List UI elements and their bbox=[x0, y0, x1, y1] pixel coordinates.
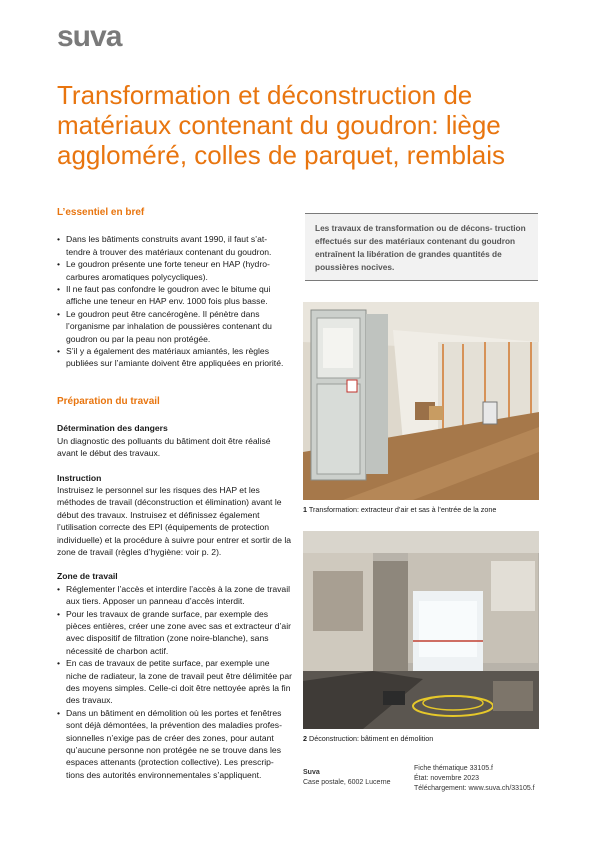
footer-address-block bbox=[303, 768, 391, 788]
caption-text: Transformation: extracteur d’air et sas à l’entrée de la zone bbox=[308, 505, 497, 514]
photo-transformation bbox=[303, 302, 539, 500]
preparation-heading: Préparation du travail bbox=[57, 395, 160, 407]
caption-text: Déconstruction: bâtiment en démolition bbox=[309, 734, 434, 743]
left-column bbox=[57, 207, 292, 781]
caption-2 bbox=[303, 734, 543, 743]
essentiel-list bbox=[57, 233, 292, 369]
caption-1 bbox=[303, 505, 543, 514]
list-item: • Pour les travaux de grande surface, par exemple des pièces entières, créer une zone avec sas et extracteur d’air avec dispositif de filtration (zone noire-blanche), sans nécessité de charbon actif. bbox=[57, 608, 292, 658]
footer-info-block bbox=[414, 764, 535, 794]
list-item: • Réglementer l’accès et interdire l’accès à la zone de travail aux tiers. Apposer un panneau d’accès interdit. bbox=[57, 583, 292, 608]
instruction-heading: Instruction bbox=[57, 472, 102, 483]
instruction-text: Instruisez le personnel sur les risques des HAP et les méthodes de travail (déconstruction et élimination) avant le début des travaux. Instruisez et définissez également l’utilisation correcte des EPI (équipements de protection individuelle) et la procédure à suivre pour entrer et sortir de la zone de travail (règles d’hygiène: voir p. 2). bbox=[57, 484, 292, 557]
footer-download-link[interactable]: Téléchargement: www.suva.ch/33105.f bbox=[414, 785, 535, 792]
list-item: • Le goudron peut être cancérogène. Il pénètre dans l’organisme par inhalation de poussières contenant du goudron ou par la peau non protégée. bbox=[57, 308, 292, 345]
list-item: • En cas de travaux de petite surface, par exemple une niche de radiateur, la zone de travail peut être délimitée par des moyens simples. Celle-ci doit être nettoyée après la fin des travaux. bbox=[57, 657, 292, 707]
list-item: • S’il y a également des matériaux amiantés, les règles publiées sur l’amiante doivent être appliquées en priorité. bbox=[57, 345, 292, 370]
list-item: • Le goudron présente une forte teneur en HAP (hydro- carbures aromatiques polycycliques). bbox=[57, 258, 292, 283]
essentiel-heading: L’essentiel en bref bbox=[57, 207, 145, 218]
dangers-text: Un diagnostic des polluants du bâtiment doit être réalisé avant le début des travaux. bbox=[57, 435, 271, 459]
footer-fiche: Fiche thématique 33105.f bbox=[414, 765, 493, 772]
dangers-heading: Détermination des dangers bbox=[57, 423, 168, 434]
list-item: • Dans les bâtiments construits avant 1990, il faut s’at- tendre à trouver des matériaux contenant du goudron. bbox=[57, 233, 292, 258]
footer-address: Case postale, 6002 Lucerne bbox=[303, 779, 391, 786]
footer-etat: État: novembre 2023 bbox=[414, 775, 479, 782]
intro-text: Les travaux de transformation ou de décons- truction effectués sur des matériaux contenant du goudron entraînent la libération de grandes quantités de poussières nocives. bbox=[315, 223, 526, 272]
zone-list bbox=[57, 583, 292, 782]
intro-box bbox=[305, 213, 538, 281]
footer-org: Suva bbox=[303, 769, 320, 776]
list-item: • Dans un bâtiment en démolition où les portes et fenêtres sont déjà démontées, la prévention des maladies profes- sionnelles n’exige pas de créer des zones, pour autant qu’aucune personne non protégée ne se trouve dans les espaces attenants (protection collective). Les prescrip- tions des autorités environnementales s’appliquent. bbox=[57, 707, 292, 781]
photo-deconstruction bbox=[303, 531, 539, 729]
suva-logo: suva bbox=[57, 20, 122, 53]
page-title: Transformation et déconstruction de matériaux contenant du goudron: liège aggloméré, colles de parquet, remblais bbox=[57, 80, 506, 170]
zone-heading: Zone de travail bbox=[57, 571, 118, 582]
list-item: • Il ne faut pas confondre le goudron avec le bitume qui affiche une teneur en HAP env. 1000 fois plus basse. bbox=[57, 283, 292, 308]
caption-number: 1 bbox=[303, 505, 307, 514]
caption-number: 2 bbox=[303, 734, 307, 743]
